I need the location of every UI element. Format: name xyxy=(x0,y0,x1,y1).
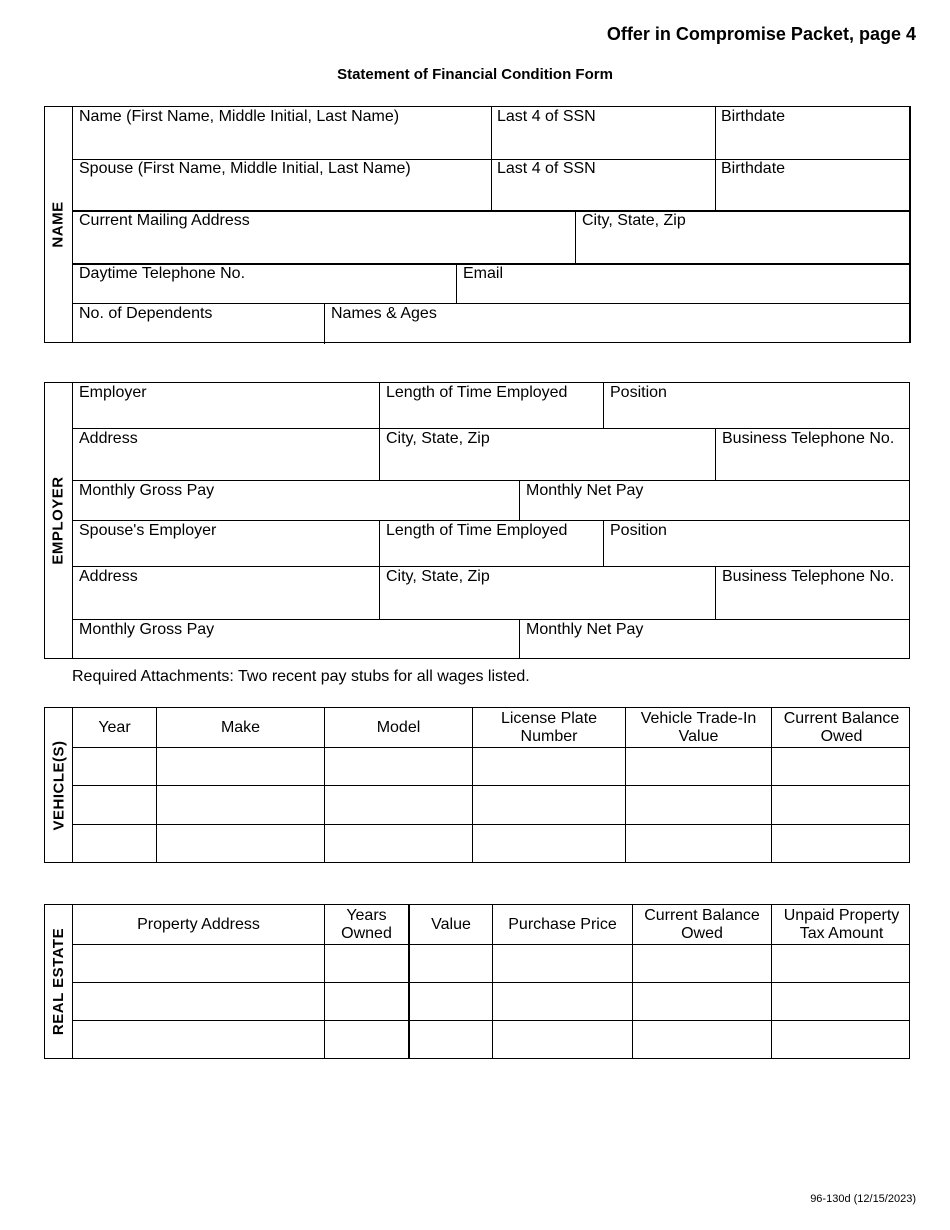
re-col-value: Value xyxy=(431,915,471,933)
mailing-address-field[interactable]: Current Mailing Address xyxy=(79,212,250,229)
spouse-name-field[interactable]: Spouse (First Name, Middle Initial, Last Name) xyxy=(79,160,411,177)
vehicle-section xyxy=(44,707,910,863)
vehicle-col-balance-owed: Current Balance Owed xyxy=(783,709,900,745)
spouse-length-employed-field[interactable]: Length of Time Employed xyxy=(386,522,568,539)
dependents-field[interactable]: No. of Dependents xyxy=(79,305,213,322)
spouse-last4-ssn-field[interactable]: Last 4 of SSN xyxy=(497,160,596,177)
vehicle-col-year: Year xyxy=(98,718,131,736)
real-estate-section-label: REAL ESTATE xyxy=(45,905,73,1058)
spouse-position-field[interactable]: Position xyxy=(610,522,667,539)
spouse-monthly-gross-field[interactable]: Monthly Gross Pay xyxy=(79,621,215,638)
monthly-gross-field[interactable]: Monthly Gross Pay xyxy=(79,482,215,499)
email-field[interactable]: Email xyxy=(463,265,504,282)
real-estate-section xyxy=(44,904,910,1059)
birthdate-field[interactable]: Birthdate xyxy=(721,108,786,125)
employer-section-label: EMPLOYER xyxy=(45,383,73,658)
position-field[interactable]: Position xyxy=(610,384,667,401)
monthly-net-field[interactable]: Monthly Net Pay xyxy=(526,482,644,499)
vehicle-col-trade-in-value: Vehicle Trade-In Value xyxy=(640,709,757,745)
spouse-monthly-net-field[interactable]: Monthly Net Pay xyxy=(526,621,644,638)
name-section xyxy=(44,106,911,343)
re-col-purchase-price: Purchase Price xyxy=(508,915,617,933)
form-id: 96-130d (12/15/2023) xyxy=(810,1193,916,1205)
employer-city-state-zip-field[interactable]: City, State, Zip xyxy=(386,430,490,447)
vehicle-row[interactable] xyxy=(73,786,911,824)
real-estate-row[interactable] xyxy=(73,1021,911,1059)
spouse-employer-city-state-zip-field[interactable]: City, State, Zip xyxy=(386,568,490,585)
form-title: Statement of Financial Condition Form xyxy=(337,66,613,83)
phone-field[interactable]: Daytime Telephone No. xyxy=(79,265,246,282)
last4-ssn-field[interactable]: Last 4 of SSN xyxy=(497,108,596,125)
length-employed-field[interactable]: Length of Time Employed xyxy=(386,384,568,401)
vehicle-row[interactable] xyxy=(73,748,911,785)
attachments-note: Required Attachments: Two recent pay stubs for all wages listed. xyxy=(72,668,530,685)
spouse-employer-address-field[interactable]: Address xyxy=(79,568,138,585)
names-ages-field[interactable]: Names & Ages xyxy=(331,305,437,322)
packet-title: Offer in Compromise Packet, page 4 xyxy=(606,24,916,44)
business-phone-field[interactable]: Business Telephone No. xyxy=(722,430,895,447)
re-col-unpaid-tax: Unpaid Property Tax Amount xyxy=(783,906,900,942)
spouse-birthdate-field[interactable]: Birthdate xyxy=(721,160,786,177)
vehicle-section-label: VEHICLE(S) xyxy=(45,708,73,862)
employer-address-field[interactable]: Address xyxy=(79,430,138,447)
real-estate-row[interactable] xyxy=(73,945,911,982)
employer-section xyxy=(44,382,910,659)
vehicle-row[interactable] xyxy=(73,825,911,863)
re-col-balance-owed: Current Balance Owed xyxy=(644,906,760,942)
vehicle-col-model: Model xyxy=(376,718,421,736)
re-col-property-address: Property Address xyxy=(137,915,260,933)
vehicle-col-license-plate: License Plate Number xyxy=(500,709,598,745)
re-col-years-owned: Years Owned xyxy=(341,906,392,942)
spouse-business-phone-field[interactable]: Business Telephone No. xyxy=(722,568,895,585)
name-section-label: NAME xyxy=(45,107,73,342)
spouse-employer-field[interactable]: Spouse's Employer xyxy=(79,522,217,539)
city-state-zip-field[interactable]: City, State, Zip xyxy=(582,212,686,229)
employer-field[interactable]: Employer xyxy=(79,384,147,401)
real-estate-row[interactable] xyxy=(73,983,911,1020)
vehicle-col-make: Make xyxy=(220,718,261,736)
name-field[interactable]: Name (First Name, Middle Initial, Last Name) xyxy=(79,108,400,125)
